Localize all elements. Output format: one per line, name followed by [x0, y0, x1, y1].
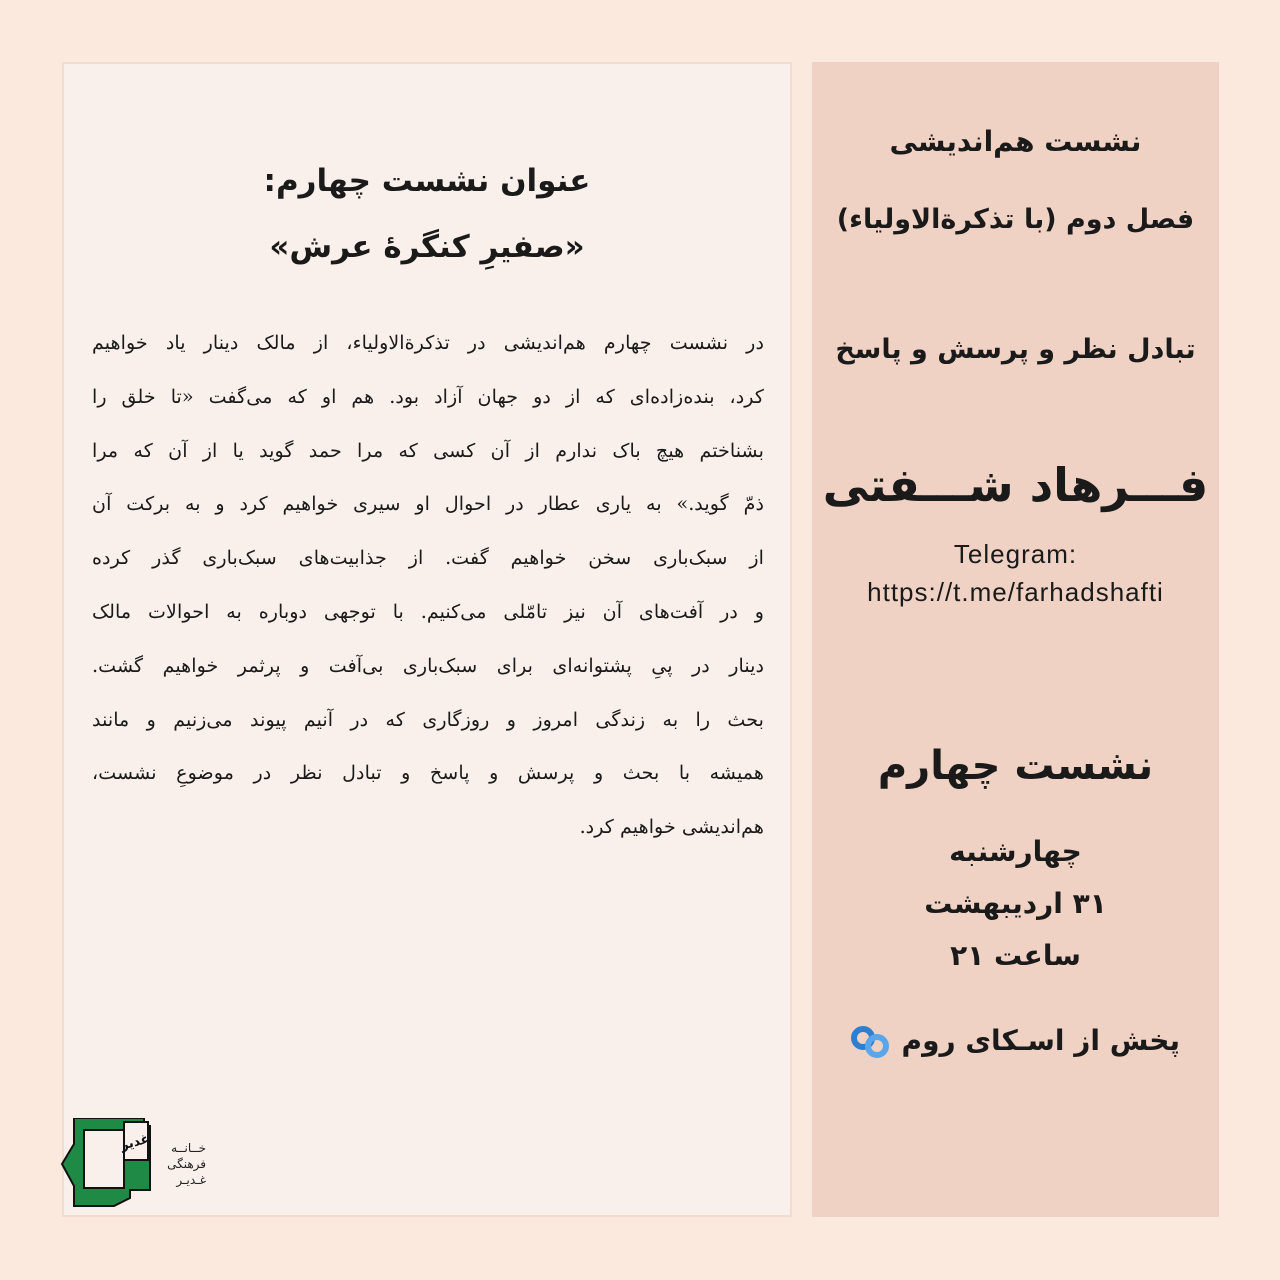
session-date: ۳۱ اردیبهشت — [924, 887, 1107, 920]
logo-caption-line1: خــانــه — [171, 1141, 206, 1155]
skyroom-icon — [850, 1024, 890, 1060]
description-line: کرد، بنده‌زاده‌ای که از دو جهان آزاد بود. هم او که می‌گفت «تا خلق را — [92, 384, 764, 408]
description-line: بحث را به زندگی امروز و روزگاری که در آنیم پیوند می‌زنیم و مانند — [92, 707, 764, 731]
description-line: دینار در پیِ پشتوانه‌ای برای سبک‌باری بی‌آفت و پرثمر خواهیم گشت. — [92, 653, 764, 677]
session-title — [62, 148, 792, 280]
logo-caption — [148, 1140, 206, 1188]
description-text — [92, 316, 764, 854]
telegram-label: Telegram: — [953, 539, 1078, 569]
season-label: فصل دوم (با تذکرةالاولیاء) — [836, 204, 1195, 235]
description-line: بشناختم هیچ باک ندارم از آن کسی که مرا حمد گوید یا از آن که مرا — [92, 438, 764, 462]
logo-caption-line3: غـدیـر — [176, 1173, 206, 1187]
speaker-name: فـــرهاد شـــفتی — [822, 458, 1209, 512]
session-title-line2: «صفیرِ کنگرهٔ عرش» — [269, 229, 585, 265]
session-number: نشست چهارم — [877, 743, 1154, 789]
session-time: ساعت ۲۱ — [950, 939, 1081, 972]
description-line: همیشه با بحث و پرسش و پاسخ و تبادل نظر در موضوعِ نشست، — [92, 761, 764, 785]
series-title: نشست هم‌اندیشی — [889, 125, 1142, 158]
description-line: از سبک‌باری سخن خواهیم گفت. از جذابیت‌های سبک‌باری گذر کرده — [92, 546, 764, 570]
session-day: چهارشنبه — [949, 835, 1082, 868]
logo-glyph: غدیر — [118, 1131, 152, 1154]
description-line: هم‌اندیشی خواهیم کرد. — [579, 815, 764, 839]
description-line: و در آفت‌های آن نیز تامّلی می‌کنیم. با توجهی دوباره به احوالات مالک — [92, 599, 764, 623]
description-line: در نشست چهارم هم‌اندیشی در تذکرةالاولیاء، از مالک دینار یاد خواهیم — [92, 331, 764, 354]
logo-caption-line2: فرهنگی — [167, 1157, 206, 1171]
broadcast-label: پخش از اسـکای روم — [901, 1024, 1180, 1057]
session-title-line1: عنوان نشست چهارم: — [263, 163, 591, 199]
format-label: تبادل نظر و پرسش و پاسخ — [835, 334, 1196, 365]
description-line: ذمّ گوید.» به یاری عطار در احوال او سیری خواهیم کرد و به برکت آن — [92, 492, 764, 516]
telegram-link[interactable]: https://t.me/farhadshafti — [867, 577, 1164, 607]
